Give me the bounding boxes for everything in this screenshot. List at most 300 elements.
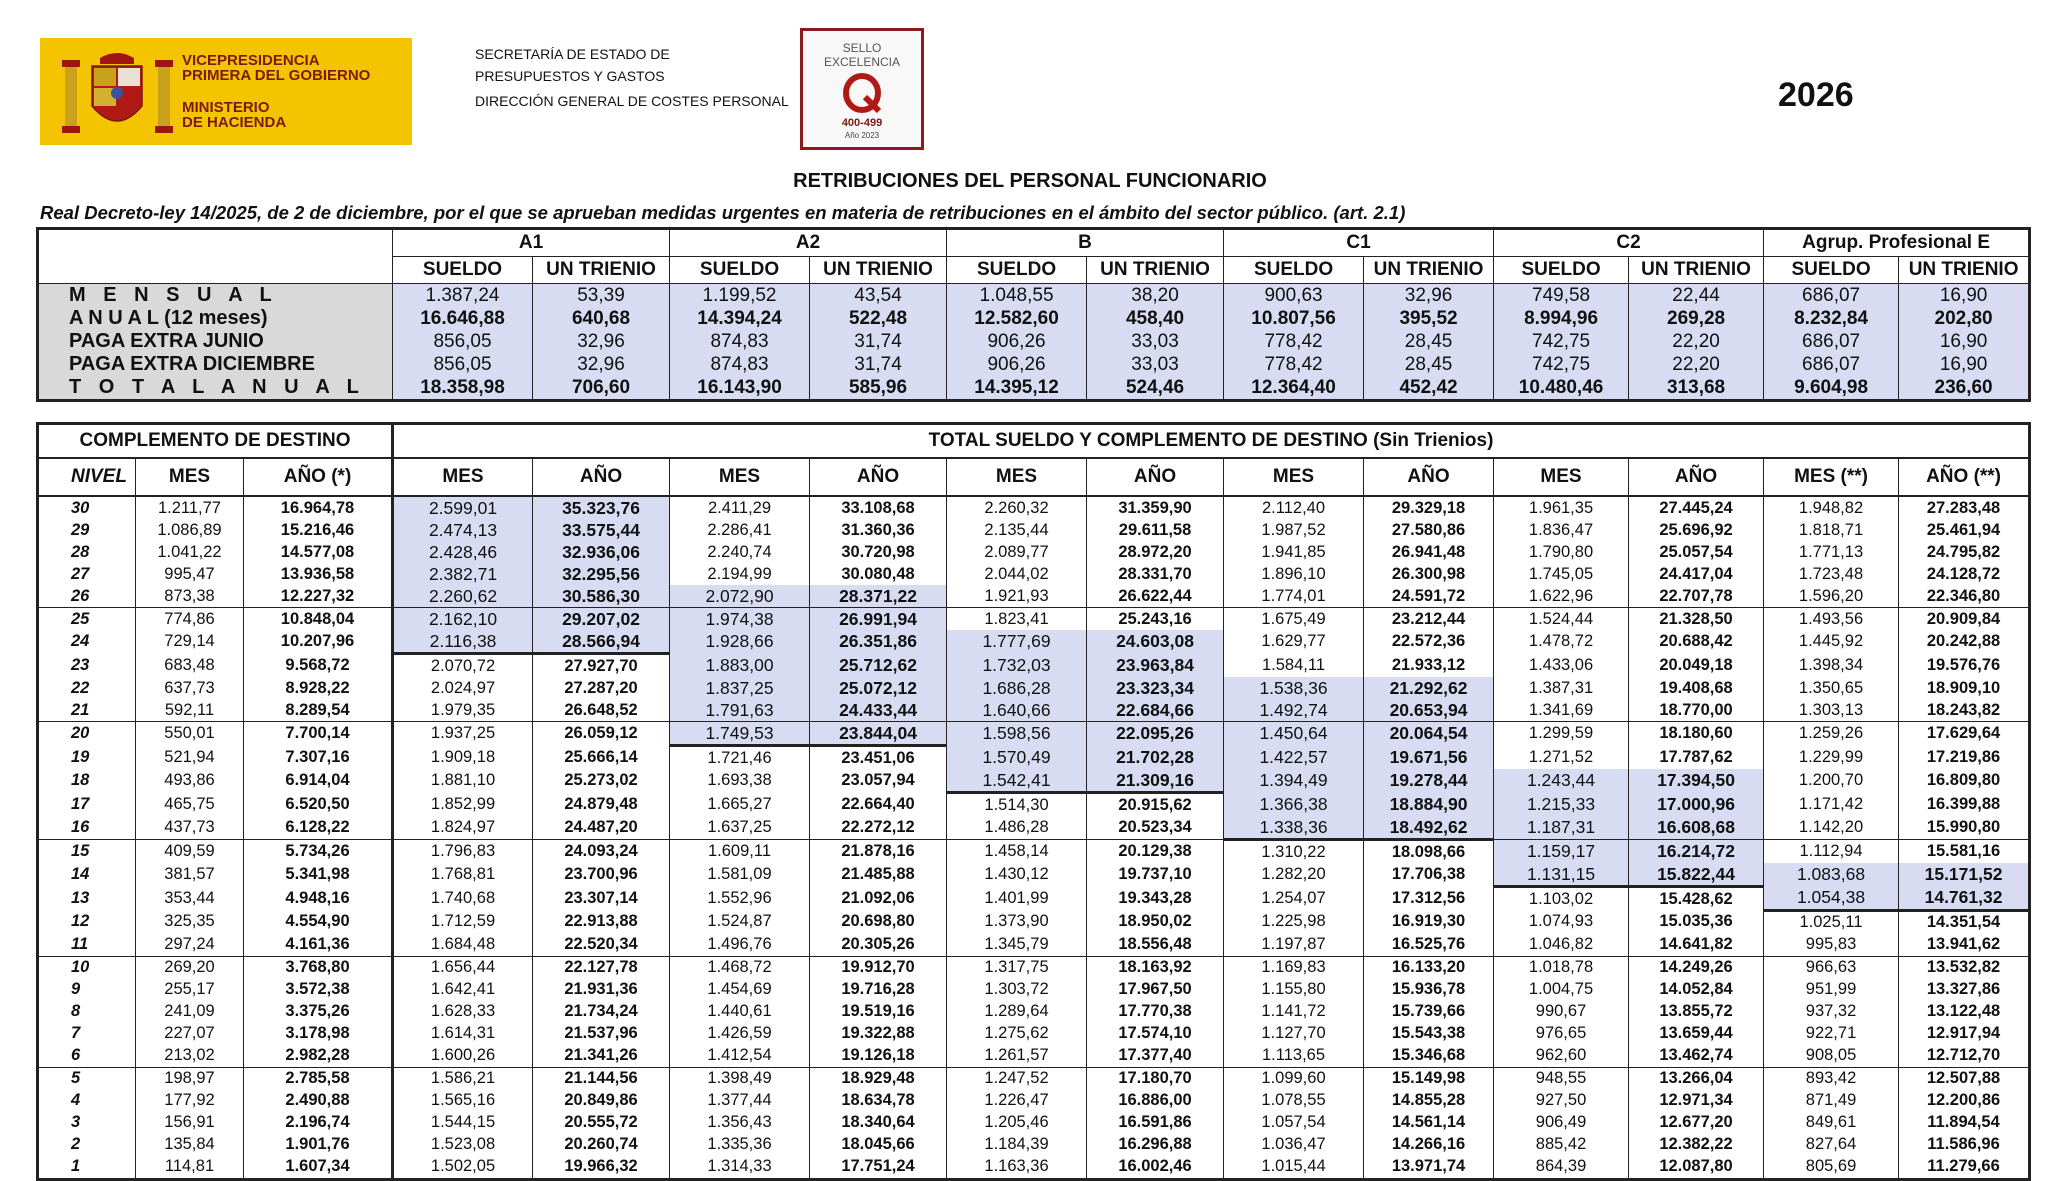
total-cell: 805,69	[1764, 1156, 1899, 1180]
mes-cell: 637,73	[136, 677, 244, 699]
row-label: T O T A L A N U A L	[38, 376, 393, 401]
total-cell: 27.927,70	[533, 654, 670, 678]
mes-cell: 873,38	[136, 585, 244, 608]
total-cell: 13.855,72	[1629, 1001, 1764, 1023]
mes-cell: 241,09	[136, 1001, 244, 1023]
total-cell: 1.350,65	[1764, 677, 1899, 699]
mes-cell: 156,91	[136, 1112, 244, 1134]
total-cell: 20.064,54	[1364, 722, 1494, 746]
group-header: A2	[670, 229, 947, 257]
value-cell: 31,74	[810, 330, 947, 353]
column-header: NIVEL	[38, 458, 136, 496]
total-cell: 1.565,16	[393, 1090, 533, 1112]
value-cell: 32,96	[533, 330, 670, 353]
total-cell: 16.591,86	[1087, 1112, 1224, 1134]
total-cell: 28.371,22	[810, 585, 947, 608]
total-cell: 1.341,69	[1494, 699, 1629, 722]
total-cell: 1.600,26	[393, 1045, 533, 1068]
total-cell: 12.712,70	[1899, 1045, 2030, 1068]
total-cell: 1.074,93	[1494, 910, 1629, 934]
total-cell: 26.648,52	[533, 699, 670, 722]
anio-cell: 3.375,26	[244, 1001, 393, 1023]
value-cell: 856,05	[393, 353, 533, 376]
total-cell: 948,55	[1494, 1067, 1629, 1090]
total-cell: 1.187,31	[1494, 816, 1629, 840]
total-cell: 922,71	[1764, 1023, 1899, 1045]
total-cell: 1.523,08	[393, 1134, 533, 1156]
total-cell: 26.351,86	[810, 630, 947, 654]
total-cell: 1.422,57	[1224, 746, 1364, 770]
total-cell: 14.855,28	[1364, 1090, 1494, 1112]
total-cell: 1.225,98	[1224, 910, 1364, 934]
total-cell: 20.688,42	[1629, 630, 1764, 654]
total-cell: 26.622,44	[1087, 585, 1224, 608]
total-cell: 1.387,31	[1494, 677, 1629, 699]
coat-of-arms-icon	[60, 48, 175, 136]
secretaria-line: SECRETARÍA DE ESTADO DE	[475, 46, 670, 62]
anio-cell: 4.554,90	[244, 910, 393, 934]
total-cell: 1.941,85	[1224, 541, 1364, 563]
anio-cell: 5.341,98	[244, 863, 393, 887]
total-cell: 2.089,77	[947, 541, 1087, 563]
total-cell: 1.909,18	[393, 746, 533, 770]
mes-cell: 227,07	[136, 1023, 244, 1045]
total-cell: 1.018,78	[1494, 956, 1629, 979]
value-cell: 32,96	[533, 353, 670, 376]
total-cell: 19.408,68	[1629, 677, 1764, 699]
nivel-cell: 18	[38, 769, 136, 793]
anio-cell: 15.216,46	[244, 519, 393, 541]
total-cell: 1.458,14	[947, 840, 1087, 864]
mes-cell: 297,24	[136, 934, 244, 957]
total-cell: 1.401,99	[947, 887, 1087, 911]
anio-cell: 6.128,22	[244, 816, 393, 840]
total-cell: 25.243,16	[1087, 608, 1224, 631]
total-cell: 1.478,72	[1494, 630, 1629, 654]
total-cell: 14.351,54	[1899, 910, 2030, 934]
total-cell: 2.286,41	[670, 519, 810, 541]
anio-cell: 3.178,98	[244, 1023, 393, 1045]
corner-cell	[38, 229, 393, 284]
total-cell: 19.671,56	[1364, 746, 1494, 770]
total-cell: 27.580,86	[1364, 519, 1494, 541]
value-cell: 640,68	[533, 307, 670, 330]
total-cell: 21.878,16	[810, 840, 947, 864]
mes-cell: 325,35	[136, 910, 244, 934]
total-cell: 29.329,18	[1364, 496, 1494, 519]
column-header: AÑO (*)	[244, 458, 393, 496]
logo-text-line: MINISTERIO	[182, 99, 270, 116]
total-cell: 18.909,10	[1899, 677, 2030, 699]
total-cell: 1.637,25	[670, 816, 810, 840]
total-cell: 32.295,56	[533, 563, 670, 585]
total-cell: 2.044,02	[947, 563, 1087, 585]
anio-cell: 2.490,88	[244, 1090, 393, 1112]
anio-cell: 5.734,26	[244, 840, 393, 864]
seal-text: 400-499	[841, 117, 883, 129]
nivel-cell: 22	[38, 677, 136, 699]
total-cell: 1.078,55	[1224, 1090, 1364, 1112]
total-cell: 1.261,57	[947, 1045, 1087, 1068]
total-cell: 31.360,36	[810, 519, 947, 541]
column-header: AÑO	[810, 458, 947, 496]
total-cell: 2.240,74	[670, 541, 810, 563]
total-cell: 1.629,77	[1224, 630, 1364, 654]
value-cell: 778,42	[1224, 330, 1364, 353]
total-cell: 11.586,96	[1899, 1134, 2030, 1156]
logo-text-line: PRIMERA DEL GOBIERNO	[182, 67, 371, 84]
mes-cell: 550,01	[136, 722, 244, 746]
total-cell: 14.641,82	[1629, 934, 1764, 957]
total-cell: 1.345,79	[947, 934, 1087, 957]
mes-cell: 995,47	[136, 563, 244, 585]
total-cell: 13.532,82	[1899, 956, 2030, 979]
mes-cell: 381,57	[136, 863, 244, 887]
total-cell: 13.941,62	[1899, 934, 2030, 957]
value-cell: 10.807,56	[1224, 307, 1364, 330]
total-cell: 18.929,48	[810, 1067, 947, 1090]
total-cell: 1.596,20	[1764, 585, 1899, 608]
group-header: C2	[1494, 229, 1764, 257]
total-cell: 18.556,48	[1087, 934, 1224, 957]
total-cell: 17.180,70	[1087, 1067, 1224, 1090]
total-cell: 1.979,35	[393, 699, 533, 722]
anio-cell: 9.568,72	[244, 654, 393, 678]
column-header: UN TRIENIO	[1087, 257, 1224, 284]
nivel-cell: 7	[38, 1023, 136, 1045]
nivel-cell: 26	[38, 585, 136, 608]
total-cell: 1.205,46	[947, 1112, 1087, 1134]
mes-cell: 213,02	[136, 1045, 244, 1068]
total-cell: 25.057,54	[1629, 541, 1764, 563]
total-cell: 2.162,10	[393, 608, 533, 631]
total-cell: 1.454,69	[670, 979, 810, 1001]
total-cell: 18.098,66	[1364, 840, 1494, 864]
total-cell: 2.382,71	[393, 563, 533, 585]
value-cell: 906,26	[947, 330, 1087, 353]
nivel-cell: 30	[38, 496, 136, 519]
total-cell: 17.751,24	[810, 1156, 947, 1180]
column-header: MES	[1494, 458, 1629, 496]
total-cell: 1.774,01	[1224, 585, 1364, 608]
total-cell: 1.113,65	[1224, 1045, 1364, 1068]
total-cell: 32.936,06	[533, 541, 670, 563]
total-cell: 1.693,38	[670, 769, 810, 793]
total-cell: 1.486,28	[947, 816, 1087, 840]
total-cell: 1.502,05	[393, 1156, 533, 1180]
document-subtitle: Real Decreto-ley 14/2025, de 2 de diciembre, por el que se aprueban medidas urgentes en materia de retribuciones en el ámbito del sector público. (art. 2.1)	[40, 202, 1406, 223]
value-cell: 906,26	[947, 353, 1087, 376]
total-cell: 1.921,93	[947, 585, 1087, 608]
total-cell: 25.461,94	[1899, 519, 2030, 541]
total-cell: 16.133,20	[1364, 956, 1494, 979]
total-cell: 1.054,38	[1764, 887, 1899, 911]
total-cell: 1.004,75	[1494, 979, 1629, 1001]
total-cell: 27.283,48	[1899, 496, 2030, 519]
value-cell: 900,63	[1224, 284, 1364, 308]
total-cell: 1.684,48	[393, 934, 533, 957]
mes-cell: 493,86	[136, 769, 244, 793]
total-cell: 22.913,88	[533, 910, 670, 934]
value-cell: 1.048,55	[947, 284, 1087, 308]
total-cell: 16.296,88	[1087, 1134, 1224, 1156]
total-cell: 23.963,84	[1087, 654, 1224, 678]
total-cell: 22.346,80	[1899, 585, 2030, 608]
mes-cell: 683,48	[136, 654, 244, 678]
total-cell: 1.796,83	[393, 840, 533, 864]
total-cell: 1.852,99	[393, 793, 533, 817]
total-cell: 1.614,31	[393, 1023, 533, 1045]
total-cell: 2.070,72	[393, 654, 533, 678]
total-cell: 33.108,68	[810, 496, 947, 519]
total-cell: 14.249,26	[1629, 956, 1764, 979]
anio-cell: 1.901,76	[244, 1134, 393, 1156]
total-cell: 1.948,82	[1764, 496, 1899, 519]
total-cell: 1.131,15	[1494, 863, 1629, 887]
column-header: UN TRIENIO	[810, 257, 947, 284]
total-cell: 1.777,69	[947, 630, 1087, 654]
total-cell: 15.822,44	[1629, 863, 1764, 887]
total-cell: 17.967,50	[1087, 979, 1224, 1001]
total-cell: 19.322,88	[810, 1023, 947, 1045]
total-cell: 21.328,50	[1629, 608, 1764, 631]
value-cell: 53,39	[533, 284, 670, 308]
total-cell: 24.879,48	[533, 793, 670, 817]
total-cell: 26.941,48	[1364, 541, 1494, 563]
column-header: UN TRIENIO	[1629, 257, 1764, 284]
total-cell: 1.184,39	[947, 1134, 1087, 1156]
total-cell: 1.468,72	[670, 956, 810, 979]
total-cell: 24.487,20	[533, 816, 670, 840]
value-cell: 28,45	[1364, 353, 1494, 376]
total-cell: 1.609,11	[670, 840, 810, 864]
value-cell: 706,60	[533, 376, 670, 401]
total-cell: 2.135,44	[947, 519, 1087, 541]
value-cell: 38,20	[1087, 284, 1224, 308]
total-cell: 15.739,66	[1364, 1001, 1494, 1023]
total-cell: 12.971,34	[1629, 1090, 1764, 1112]
total-cell: 33.575,44	[533, 519, 670, 541]
total-cell: 12.200,86	[1899, 1090, 2030, 1112]
total-cell: 26.059,12	[533, 722, 670, 746]
total-cell: 25.666,14	[533, 746, 670, 770]
logo-text-line: DE HACIENDA	[182, 114, 287, 131]
direccion-general-line: DIRECCIÓN GENERAL DE COSTES PERSONAL	[475, 93, 789, 109]
anio-cell: 3.768,80	[244, 956, 393, 979]
total-cell: 1.961,35	[1494, 496, 1629, 519]
total-cell: 1.398,34	[1764, 654, 1899, 678]
total-cell: 15.149,98	[1364, 1067, 1494, 1090]
nivel-cell: 11	[38, 934, 136, 957]
total-cell: 1.254,07	[1224, 887, 1364, 911]
total-cell: 16.608,68	[1629, 816, 1764, 840]
value-cell: 522,48	[810, 307, 947, 330]
total-cell: 20.915,62	[1087, 793, 1224, 817]
total-cell: 12.507,88	[1899, 1067, 2030, 1090]
total-cell: 19.576,76	[1899, 654, 2030, 678]
anio-cell: 7.700,14	[244, 722, 393, 746]
value-cell: 31,74	[810, 353, 947, 376]
value-cell: 524,46	[1087, 376, 1224, 401]
column-header: MES	[670, 458, 810, 496]
total-cell: 1.544,15	[393, 1112, 533, 1134]
total-cell: 1.112,94	[1764, 840, 1899, 864]
total-cell: 21.341,26	[533, 1045, 670, 1068]
value-cell: 16,90	[1899, 284, 2030, 308]
column-header: UN TRIENIO	[1899, 257, 2030, 284]
nivel-cell: 6	[38, 1045, 136, 1068]
total-cell: 22.127,78	[533, 956, 670, 979]
mes-cell: 774,86	[136, 608, 244, 631]
secretaria-line: PRESUPUESTOS Y GASTOS	[475, 68, 665, 84]
value-cell: 856,05	[393, 330, 533, 353]
value-cell: 686,07	[1764, 330, 1899, 353]
value-cell: 16.646,88	[393, 307, 533, 330]
total-cell: 12.087,80	[1629, 1156, 1764, 1180]
value-cell: 458,40	[1087, 307, 1224, 330]
total-cell: 1.377,44	[670, 1090, 810, 1112]
mes-cell: 269,20	[136, 956, 244, 979]
group-header: A1	[393, 229, 670, 257]
nivel-cell: 27	[38, 563, 136, 585]
total-cell: 13.122,48	[1899, 1001, 2030, 1023]
total-cell: 1.586,21	[393, 1067, 533, 1090]
total-cell: 11.894,54	[1899, 1112, 2030, 1134]
row-label: PAGA EXTRA DICIEMBRE	[38, 353, 393, 376]
total-cell: 1.791,63	[670, 699, 810, 722]
total-cell: 1.025,11	[1764, 910, 1899, 934]
column-header: SUELDO	[1764, 257, 1899, 284]
value-cell: 9.604,98	[1764, 376, 1899, 401]
value-cell: 686,07	[1764, 353, 1899, 376]
mes-cell: 729,14	[136, 630, 244, 654]
total-cell: 17.706,38	[1364, 863, 1494, 887]
total-cell: 16.919,30	[1364, 910, 1494, 934]
anio-cell: 16.964,78	[244, 496, 393, 519]
total-cell: 21.309,16	[1087, 769, 1224, 793]
total-cell: 16.809,80	[1899, 769, 2030, 793]
total-cell: 1.665,27	[670, 793, 810, 817]
total-cell: 20.523,34	[1087, 816, 1224, 840]
value-cell: 33,03	[1087, 353, 1224, 376]
total-cell: 849,61	[1764, 1112, 1899, 1134]
year-label: 2026	[1778, 76, 1854, 114]
total-cell: 27.287,20	[533, 677, 670, 699]
mes-cell: 114,81	[136, 1156, 244, 1180]
total-cell: 15.543,38	[1364, 1023, 1494, 1045]
value-cell: 452,42	[1364, 376, 1494, 401]
nivel-cell: 13	[38, 887, 136, 911]
total-cell: 951,99	[1764, 979, 1899, 1001]
total-cell: 1.169,83	[1224, 956, 1364, 979]
total-cell: 17.394,50	[1629, 769, 1764, 793]
column-header: SUELDO	[393, 257, 533, 284]
total-cell: 1.226,47	[947, 1090, 1087, 1112]
total-cell: 21.092,06	[810, 887, 947, 911]
nivel-cell: 23	[38, 654, 136, 678]
total-cell: 1.686,28	[947, 677, 1087, 699]
total-cell: 1.524,44	[1494, 608, 1629, 631]
anio-cell: 6.520,50	[244, 793, 393, 817]
total-cell: 1.310,22	[1224, 840, 1364, 864]
mes-cell: 177,92	[136, 1090, 244, 1112]
total-cell: 12.917,94	[1899, 1023, 2030, 1045]
total-cell: 24.591,72	[1364, 585, 1494, 608]
total-cell: 827,64	[1764, 1134, 1899, 1156]
total-cell: 1.259,26	[1764, 722, 1899, 746]
nivel-cell: 19	[38, 746, 136, 770]
total-cell: 28.566,94	[533, 630, 670, 654]
total-cell: 30.720,98	[810, 541, 947, 563]
value-cell: 742,75	[1494, 330, 1629, 353]
seal-text: Año 2023	[844, 131, 880, 140]
nivel-cell: 16	[38, 816, 136, 840]
value-cell: 32,96	[1364, 284, 1494, 308]
quality-q-icon	[829, 71, 895, 115]
total-cell: 995,83	[1764, 934, 1899, 957]
total-cell: 1.740,68	[393, 887, 533, 911]
total-cell: 1.299,59	[1494, 722, 1629, 746]
total-cell: 24.128,72	[1899, 563, 2030, 585]
total-cell: 23.323,34	[1087, 677, 1224, 699]
total-cell: 15.346,68	[1364, 1045, 1494, 1068]
total-cell: 1.581,09	[670, 863, 810, 887]
total-cell: 20.049,18	[1629, 654, 1764, 678]
total-cell: 27.445,24	[1629, 496, 1764, 519]
value-cell: 16.143,90	[670, 376, 810, 401]
column-header: SUELDO	[947, 257, 1087, 284]
total-cell: 1.896,10	[1224, 563, 1364, 585]
seal-text: EXCELENCIA	[823, 55, 901, 69]
total-cell: 1.103,02	[1494, 887, 1629, 911]
total-cell: 1.640,66	[947, 699, 1087, 722]
total-cell: 21.292,62	[1364, 677, 1494, 699]
column-header: AÑO	[1629, 458, 1764, 496]
total-cell: 17.574,10	[1087, 1023, 1224, 1045]
value-cell: 874,83	[670, 353, 810, 376]
total-cell: 1.155,80	[1224, 979, 1364, 1001]
total-cell: 20.555,72	[533, 1112, 670, 1134]
value-cell: 8.232,84	[1764, 307, 1899, 330]
mes-cell: 255,17	[136, 979, 244, 1001]
total-cell: 1.642,41	[393, 979, 533, 1001]
total-cell: 1.542,41	[947, 769, 1087, 793]
total-cell: 15.581,16	[1899, 840, 2030, 864]
total-cell: 20.698,80	[810, 910, 947, 934]
total-cell: 35.323,76	[533, 496, 670, 519]
anio-cell: 8.928,22	[244, 677, 393, 699]
mes-cell: 409,59	[136, 840, 244, 864]
total-cell: 1.247,52	[947, 1067, 1087, 1090]
value-cell: 14.395,12	[947, 376, 1087, 401]
total-cell: 1.426,59	[670, 1023, 810, 1045]
group-header: C1	[1224, 229, 1494, 257]
total-cell: 1.243,44	[1494, 769, 1629, 793]
total-cell: 11.279,66	[1899, 1156, 2030, 1180]
value-cell: 202,80	[1899, 307, 2030, 330]
total-cell: 1.215,33	[1494, 793, 1629, 817]
value-cell: 14.394,24	[670, 307, 810, 330]
total-cell: 21.144,56	[533, 1067, 670, 1090]
anio-cell: 8.289,54	[244, 699, 393, 722]
total-cell: 1.836,47	[1494, 519, 1629, 541]
total-cell: 24.417,04	[1629, 563, 1764, 585]
total-cell: 2.024,97	[393, 677, 533, 699]
value-cell: 28,45	[1364, 330, 1494, 353]
total-cell: 17.770,38	[1087, 1001, 1224, 1023]
total-cell: 25.273,02	[533, 769, 670, 793]
total-cell: 22.664,40	[810, 793, 947, 817]
